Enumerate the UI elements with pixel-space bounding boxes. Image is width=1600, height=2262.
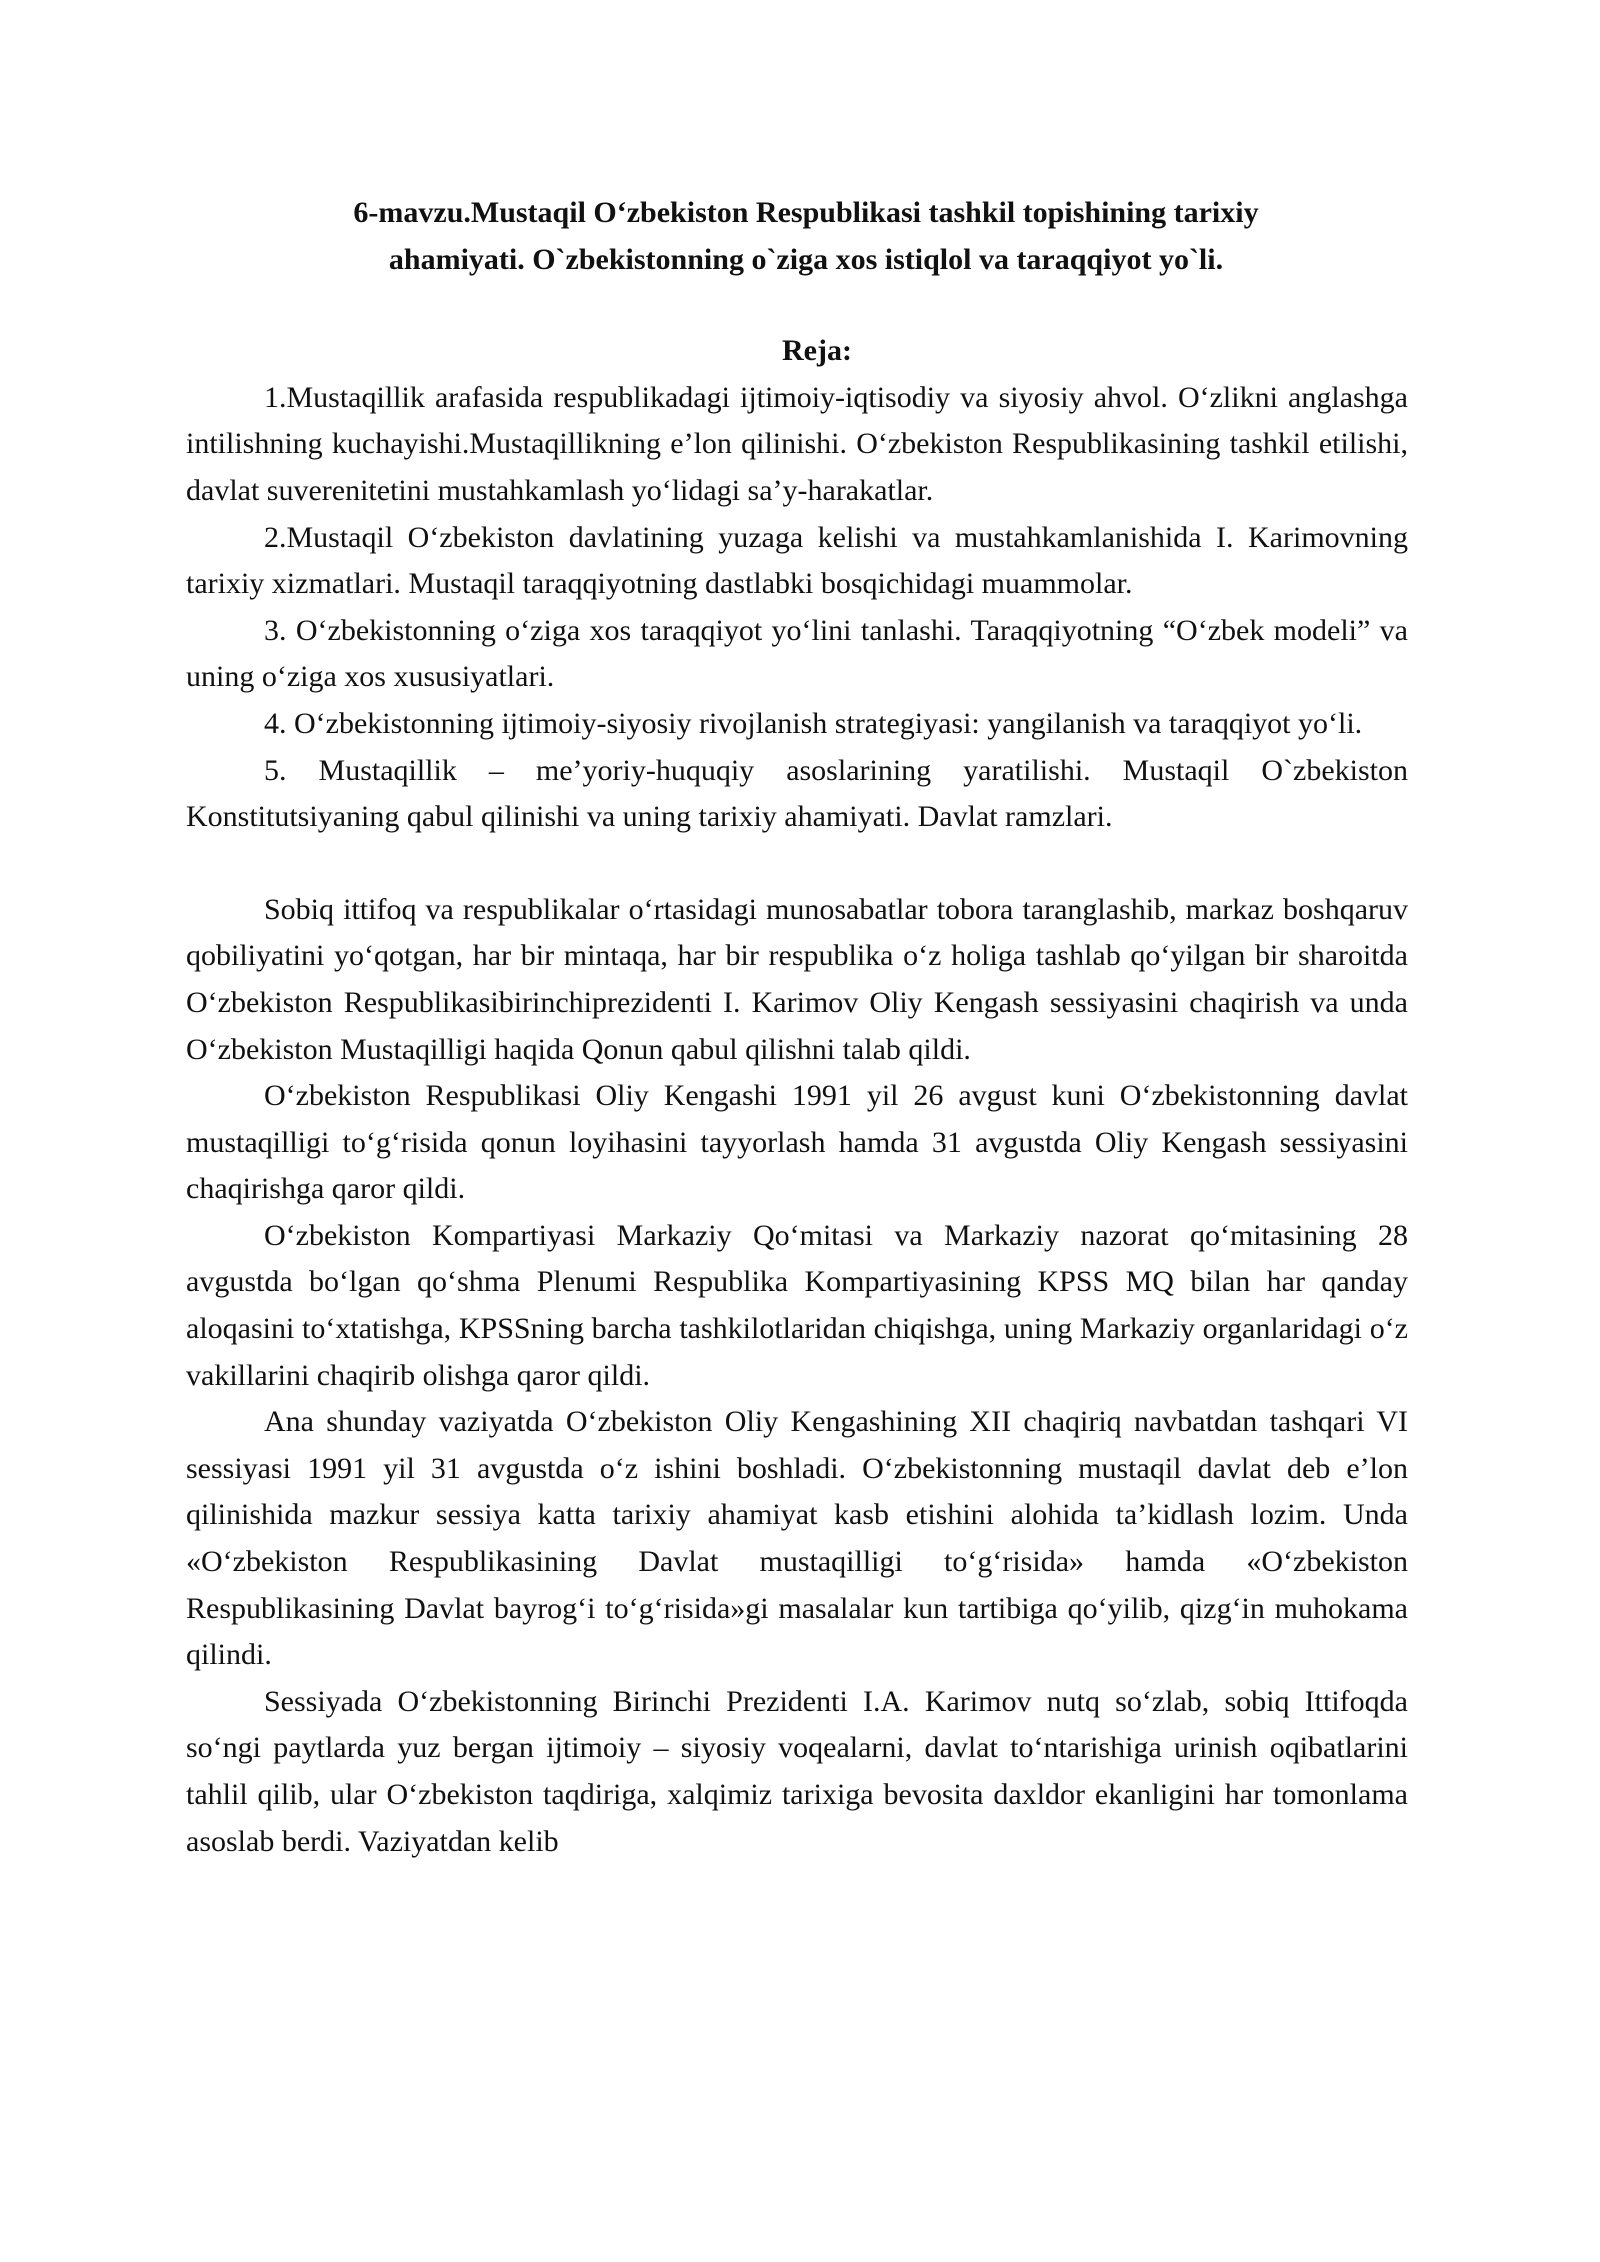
title-line-1: 6-mavzu.Mustaqil O‘zbekiston Respublikasi tashkil topishining tarixiy — [353, 196, 1259, 229]
plan-heading: Reja: — [782, 334, 852, 368]
plan-item-2: 2.Mustaqil O‘zbekiston davlatining yuzaga kelishi va mustahkamlanishida I. Karimovning tarixiy xizmatlari. Mustaqil taraqqiyotning dastlabki bosqichidagi muammolar. — [186, 520, 1408, 601]
body-paragraph-2: O‘zbekiston Respublikasi Oliy Kengashi 1991 yil 26 avgust kuni O‘zbekistonning davlat mustaqilligi to‘g‘risida qonun loyihasini tayyorlash hamda 31 avgustda Oliy Kengash sessiyasini chaqirishga qaror qildi. — [186, 1079, 1408, 1206]
body-paragraph-4: Ana shunday vaziyatda O‘zbekiston Oliy Kengashining XII chaqiriq navbatdan tashqari VI sessiyasi 1991 yil 31 avgustda o‘z ishini boshladi. O‘zbekistonning mustaqil davlat deb e’lon qilinishida mazkur sessiya katta tarixiy ahamiyat kasb etishini alohida ta’kidlash lozim. Unda «O‘zbekiston Respublikasining Davlat mustaqilligi to‘g‘risida» hamda «O‘zbekiston Respublikasining Davlat bayrog‘i to‘g‘risida»gi masalalar kun tartibiga qo‘yilib, qizg‘in muhokama qilindi. — [186, 1405, 1408, 1672]
plan-item-5: 5. Mustaqillik – me’yoriy-huquqiy asoslarining yaratilishi. Mustaqil O`zbekiston Konstitutsiyaning qabul qilinishi va uning tarixiy ahamiyati. Davlat ramzlari. — [186, 753, 1408, 834]
body-paragraph-5: Sessiyada O‘zbekistonning Birinchi Prezidenti I.A. Karimov nutq so‘zlab, sobiq Ittifoqda so‘ngi paytlarda yuz bergan ijtimoiy – siyosiy voqealarni, davlat to‘ntarishiga urinish oqibatlarini tahlil qilib, ular O‘zbekiston taqdiriga, xalqimiz tarixiga bevosita daxldor ekanligini har tomonlama asoslab berdi. Vaziyatdan kelib — [186, 1684, 1408, 1858]
document-page — [186, 190, 1408, 1865]
plan-item-3: 3. O‘zbekistonning o‘ziga xos taraqqiyot yo‘lini tanlashi. Taraqqiyotning “O‘zbek modeli” va uning o‘ziga xos xususiyatlari. — [186, 613, 1408, 694]
body-paragraph-1: Sobiq ittifoq va respublikalar o‘rtasidagi munosabatlar tobora taranglashib, markaz boshqaruv qobiliyatini yo‘qotgan, har bir mintaqa, har bir respublika o‘z holiga tashlab qo‘yilgan bir sharoitda O‘zbekiston Respublikasibirinchiprezidenti I. Karimov Oliy Kengash sessiyasini chaqirish va unda O‘zbekiston Mustaqilligi haqida Qonun qabul qilishni talab qildi. — [186, 892, 1408, 1066]
document-title — [186, 190, 1408, 283]
body-paragraph-3: O‘zbekiston Kompartiyasi Markaziy Qo‘mitasi va Markaziy nazorat qo‘mitasining 28 avgustda bo‘lgan qo‘shma Plenumi Respublika Kompartiyasining KPSS MQ bilan har qanday aloqasini to‘xtatishga, KPSSning barcha tashkilotlaridan chiqishga, uning Markaziy organlaridagi o‘z vakillarini chaqirib olishga qaror qildi. — [186, 1218, 1408, 1392]
section-gap — [186, 841, 1408, 887]
body-text — [186, 887, 1408, 1865]
title-line-2: ahamiyati. O`zbekistonning o`ziga xos istiqlol va taraqqiyot yo`li. — [388, 242, 1224, 276]
plan-item-1: 1.Mustaqillik arafasida respublikadagi ijtimoiy-iqtisodiy va siyosiy ahvol. O‘zlikni anglashga intilishning kuchayishi.Mustaqillikning e’lon qilinishi. O‘zbekiston Respublikasining tashkil etilishi, davlat suverenitetini mustahkamlash yo‘lidagi sa’y-harakatlar. — [186, 380, 1408, 507]
plan-list — [186, 375, 1408, 841]
plan-item-4: 4. O‘zbekistonning ijtimoiy-siyosiy rivojlanish strategiyasi: yangilanish va taraqqiyot yo‘li. — [264, 706, 1363, 740]
